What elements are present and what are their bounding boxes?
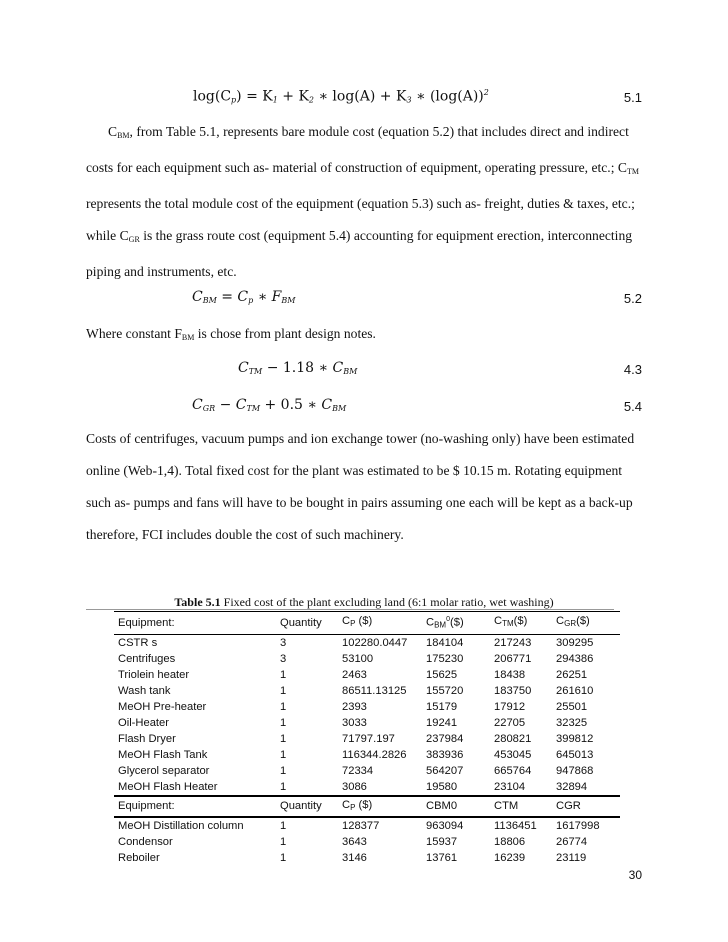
- header2-cp: [338, 796, 422, 817]
- table-cell: 18806: [494, 835, 526, 848]
- eq4-a: C: [192, 397, 203, 413]
- header-cbm-unit: ($): [450, 616, 464, 629]
- table-cell: 217243: [494, 636, 532, 649]
- table-cell: 32894: [556, 780, 588, 793]
- table-cell: 155720: [426, 684, 464, 697]
- eq2-b: = C: [216, 289, 249, 305]
- table-cell: 1: [280, 748, 287, 761]
- eq1-mid: ) = K: [236, 88, 273, 105]
- table-cell: 399812: [556, 732, 594, 745]
- para1-text1: , from Table 5.1, represents bare module cost (equation 5.2) that includes direct and indirect costs for each equipment such as- material of construction of equipment, operating pressure, etc.; C: [86, 124, 629, 175]
- table-cell: 19580: [426, 780, 458, 793]
- table-cell: 23119: [556, 851, 587, 864]
- equation-5-1: [193, 88, 489, 105]
- table-caption-text: Fixed cost of the plant excluding land (6:1 molar ratio, wet washing): [220, 595, 554, 609]
- table-cell: 183750: [494, 684, 532, 697]
- para1-c: C: [108, 124, 118, 139]
- table-cell: 947868: [556, 764, 594, 777]
- table-cell: 3146: [342, 851, 367, 864]
- table-row: [114, 699, 620, 715]
- table-cell: 2393: [342, 700, 367, 713]
- para2-sub: BM: [181, 333, 195, 342]
- table-cell: 1: [280, 835, 287, 848]
- header-cp-c: C: [342, 615, 351, 628]
- table-cell: 13761: [426, 851, 458, 864]
- table-cell: 383936: [426, 748, 464, 761]
- table-cell: MeOH Flash Heater: [118, 780, 218, 793]
- table-cell: 3643: [342, 835, 367, 848]
- table-cell: 963094: [426, 819, 464, 832]
- header-cgr-c: C: [556, 615, 565, 628]
- eq4-plus: +: [260, 397, 281, 413]
- paragraph-cost-definitions: [86, 116, 646, 288]
- table-row: [114, 715, 620, 731]
- table-cell: 1136451: [494, 819, 537, 832]
- header-cgr-sub: GR: [564, 619, 577, 629]
- table-cell: 3033: [342, 716, 367, 729]
- header-ctm-c: C: [494, 615, 503, 628]
- table-cell: 16239: [494, 851, 526, 864]
- eq1-log-a: ∗ log(A) + K: [314, 88, 407, 105]
- table-cell: Flash Dryer: [118, 732, 176, 745]
- table-body-main: [114, 634, 620, 796]
- eq4-val: 0.5: [280, 397, 303, 413]
- para3-text: Costs of centrifuges, vacuum pumps and ion exchange tower (no-washing only) have been estimated online (Web-1,4). Total fixed cost for the plant was estimated to be $ 10.15 m. Rotating equipment such as- pumps and fans will have to be bought in pairs assuming one each will be kept as a back-up therefore, FCI includes double the cost of such machinery.: [86, 431, 635, 542]
- table-cell: 453045: [494, 748, 532, 761]
- table-cell: Reboiler: [118, 851, 160, 864]
- para1-c-sub: BM: [117, 131, 130, 140]
- header-cp: [338, 612, 422, 635]
- table-cell: 294386: [556, 652, 594, 665]
- table-cell: 645013: [556, 748, 594, 761]
- table-row: [114, 731, 620, 747]
- table-cell: 2463: [342, 668, 367, 681]
- table-cell: 26774: [556, 835, 588, 848]
- table-cell: 15179: [426, 700, 458, 713]
- table-cell: 22705: [494, 716, 526, 729]
- para1-text3: is the grass route cost (equipment 5.4) accounting for equipment erection, interconnecting piping and instruments, etc.: [86, 228, 633, 279]
- table-cell: 309295: [556, 636, 594, 649]
- table-row: [114, 651, 620, 667]
- table-cell: 1: [280, 764, 287, 777]
- table-cell: Oil-Heater: [118, 716, 169, 729]
- table-cell: 1617998: [556, 819, 600, 832]
- equation-number-4-3: 4.3: [623, 362, 642, 377]
- table-cell: 175230: [426, 652, 464, 665]
- table-cell: 1: [280, 684, 287, 697]
- table-cell: 116344.2826: [342, 748, 407, 761]
- table-cell: 564207: [426, 764, 464, 777]
- table-cell: 1: [280, 716, 287, 729]
- header2-cp-sub: P: [350, 802, 356, 812]
- page-number: 30: [628, 868, 642, 882]
- eq3-a: C: [238, 360, 249, 376]
- eq1-k2: 2: [308, 95, 315, 105]
- eq1-lhs-sub: p: [231, 95, 237, 105]
- eq3-val: 1.18: [282, 360, 315, 376]
- table-cell: 1: [280, 732, 287, 745]
- eq4-b: − C: [215, 397, 247, 413]
- table-row: [114, 763, 620, 779]
- table-row: [114, 683, 620, 699]
- eq2-a-sub: BM: [202, 296, 217, 305]
- eq2-b-sub: p: [248, 296, 254, 305]
- table-cell: Glycerol separator: [118, 764, 210, 777]
- table-cell: 1: [280, 700, 287, 713]
- para1-text2: represents the total module cost of the equipment (equation 5.3) such as- freight, duties & taxes, etc.; while C: [86, 196, 635, 243]
- table-cell: Triolein heater: [118, 668, 190, 681]
- table-caption: [0, 595, 728, 610]
- table-cell: 184104: [426, 636, 464, 649]
- eq1-k1: 1: [272, 95, 278, 105]
- table-cell: 280821: [494, 732, 532, 745]
- eq2-a: C: [192, 289, 203, 305]
- header-equipment: Equipment:: [114, 612, 272, 635]
- table-cell: 18438: [494, 668, 526, 681]
- table-row: [114, 667, 620, 683]
- table-row: [114, 817, 620, 834]
- header-cbm-c: C: [426, 616, 435, 629]
- eq4-b-sub: TM: [246, 404, 261, 413]
- table-row: [114, 834, 620, 850]
- eq3-b: −: [262, 360, 283, 376]
- header2-equipment: Equipment:: [114, 796, 272, 817]
- table-cell: 72334: [342, 764, 374, 777]
- table-cell: 15625: [426, 668, 458, 681]
- fixed-cost-table: [114, 611, 620, 866]
- table-row: [114, 634, 620, 651]
- eq1-plus1: + K: [277, 88, 309, 105]
- eq4-c-sub: BM: [332, 404, 347, 413]
- header-ctm: [490, 612, 552, 635]
- header2-ctm: CTM: [490, 796, 552, 817]
- eq1-sup: 2: [483, 88, 489, 97]
- header-cp-sub: P: [350, 619, 356, 629]
- table-cell: 3: [280, 652, 287, 665]
- table-cell: MeOH Flash Tank: [118, 748, 208, 761]
- table-cell: 261610: [556, 684, 594, 697]
- table-row: [114, 747, 620, 763]
- eq4-c: ∗ C: [302, 397, 333, 413]
- table-header-row-2: [114, 796, 620, 817]
- table-row: [114, 850, 620, 866]
- para2-text2: is chose from plant design notes.: [194, 326, 376, 341]
- eq3-a-sub: TM: [248, 367, 263, 376]
- table-cell: CSTR s: [118, 636, 158, 649]
- table-cell: 19241: [426, 716, 458, 729]
- header-cp-unit: ($): [355, 615, 373, 628]
- header2-quantity: Quantity: [272, 796, 338, 817]
- table-cell: 53100: [342, 652, 374, 665]
- eq3-c: ∗ C: [314, 360, 344, 376]
- eq1-tail: ∗ (log(A)): [411, 88, 484, 105]
- table-cell: 1: [280, 780, 287, 793]
- table-cell: Wash tank: [118, 684, 171, 697]
- header-ctm-unit: ($): [513, 615, 528, 628]
- table-cell: MeOH Pre-heater: [118, 700, 207, 713]
- table-cell: 3: [280, 636, 287, 649]
- eq2-c-sub: BM: [281, 296, 296, 305]
- paragraph-fixed-cost-summary: [86, 423, 646, 551]
- table-cell: 3086: [342, 780, 367, 793]
- eq1-k3: 3: [406, 95, 412, 105]
- table-cell: 25501: [556, 700, 588, 713]
- header-cgr: [552, 612, 620, 635]
- equation-number-5-1: 5.1: [623, 90, 642, 105]
- table-row: [114, 779, 620, 796]
- table-cell: MeOH Distillation column: [118, 819, 244, 832]
- table-cell: 1: [280, 668, 287, 681]
- equation-4-3: [238, 360, 357, 376]
- header-cbm: [422, 612, 490, 635]
- header2-cp-c: C: [342, 798, 351, 811]
- header2-cgr: CGR: [552, 796, 620, 817]
- eq3-c-sub: BM: [343, 367, 358, 376]
- header2-cp-unit: ($): [355, 798, 373, 811]
- table-cell: 1: [280, 851, 287, 864]
- equation-number-5-2: 5.2: [623, 291, 642, 306]
- table-cell: 26251: [556, 668, 588, 681]
- eq1-lhs: log(C: [193, 88, 232, 105]
- table-cell: 71797.197: [342, 732, 395, 745]
- table-cell: 15937: [426, 835, 458, 848]
- table-cell: 237984: [426, 732, 464, 745]
- para1-ctm-sub: TM: [626, 167, 639, 176]
- para1-cgr-sub: GR: [128, 235, 140, 244]
- table-cell: 128377: [342, 819, 380, 832]
- table-cell: 32325: [556, 716, 588, 729]
- table-cell: Condensor: [118, 835, 173, 848]
- eq2-c: ∗ F: [253, 289, 282, 305]
- caption-divider: [86, 609, 614, 610]
- header-cbm-sub: BM: [434, 620, 447, 630]
- table-cell: 86511.13125: [342, 684, 407, 697]
- header-cgr-unit: ($): [576, 615, 590, 628]
- header-ctm-sub: TM: [502, 619, 514, 629]
- header-quantity: Quantity: [272, 612, 338, 635]
- table-cell: 1: [280, 819, 287, 832]
- equation-5-2: [192, 289, 295, 305]
- table-cell: 206771: [494, 652, 532, 665]
- eq4-a-sub: GR: [202, 404, 216, 413]
- table-cell: 102280.0447: [342, 636, 408, 649]
- equation-number-5-4: 5.4: [623, 399, 642, 414]
- table-body-distillation: [114, 817, 620, 866]
- header-cbm-sup: 0: [446, 616, 450, 623]
- header2-cbm: CBM0: [422, 796, 490, 817]
- table-cell: 17912: [494, 700, 526, 713]
- table-cell: 665764: [494, 764, 532, 777]
- table-header-row: [114, 612, 620, 635]
- paragraph-fbm-note: [86, 318, 646, 354]
- table-caption-label: Table 5.1: [174, 595, 221, 609]
- table-cell: 23104: [494, 780, 526, 793]
- para2-text1: Where constant F: [86, 326, 182, 341]
- equation-5-4: [192, 397, 346, 413]
- table-cell: Centrifuges: [118, 652, 176, 665]
